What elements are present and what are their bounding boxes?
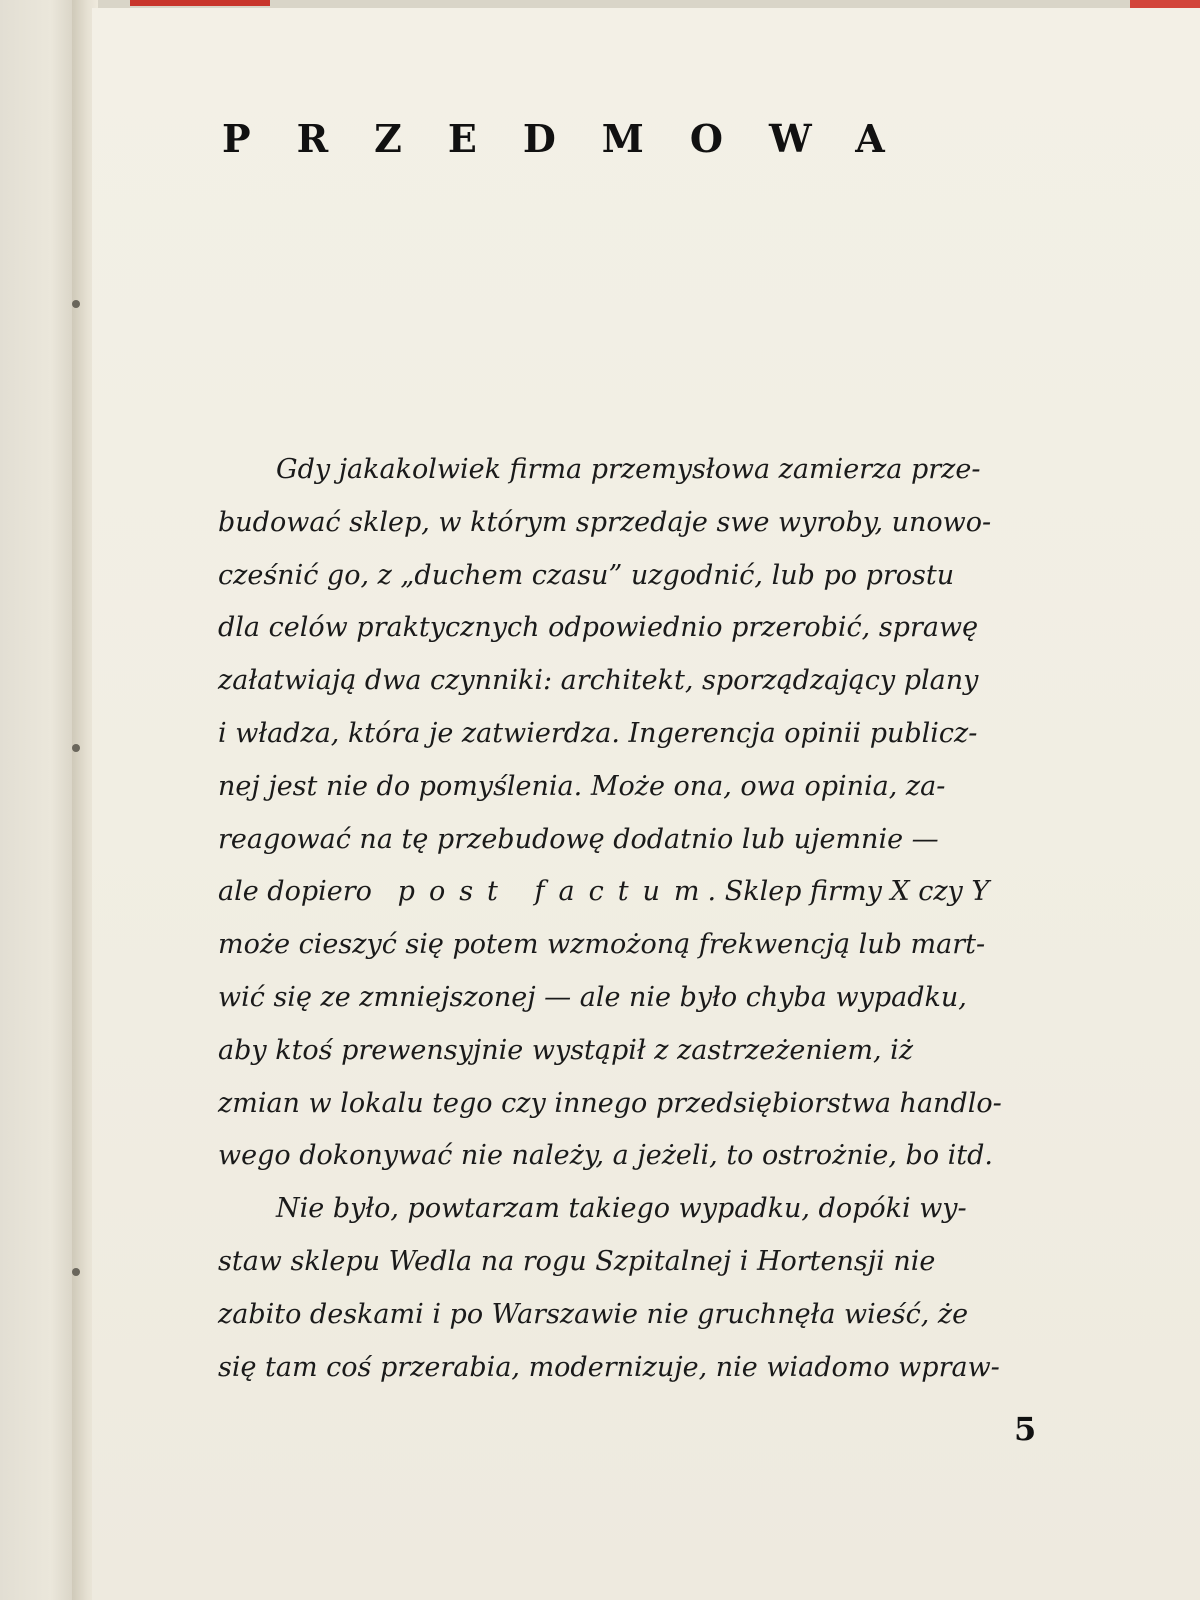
- text-line: staw sklepu Wedla na rogu Szpitalnej i Hortensji nie: [218, 1245, 936, 1277]
- text-line: reagować na tę przebudowę dodatnio lub ujemnie —: [218, 823, 939, 855]
- body-text: [218, 444, 1033, 1394]
- book-page: [92, 8, 1200, 1600]
- cover-edge: [130, 0, 270, 6]
- text-line: zmian w lokalu tego czy innego przedsiębiorstwa handlo-: [218, 1087, 1002, 1119]
- text-line: budować sklep, w którym sprzedaje swe wyroby, unowo-: [218, 506, 992, 538]
- text-line: ale dopiero post factum . Sklep firmy X czy Y: [218, 866, 1033, 919]
- text-line: wego dokonywać nie należy, a jeżeli, to ostrożnie, bo itd.: [218, 1140, 994, 1172]
- page-title: PRZEDMOWA: [222, 116, 931, 161]
- text-line: dla celów praktycznych odpowiednio przerobić, sprawę: [218, 612, 979, 644]
- text-line: i władza, która je zatwierdza. Ingerencja opinii publicz-: [218, 717, 978, 749]
- text-line: cześnić go, z „duchem czasu” uzgodnić, lub po prostu: [218, 559, 955, 591]
- text-line: nej jest nie do pomyślenia. Może ona, owa opinia, za-: [218, 770, 946, 802]
- text-line: wić się ze zmniejszonej — ale nie było chyba wypadku,: [218, 981, 967, 1013]
- spaced-emphasis: post factum: [397, 876, 714, 908]
- page-number: 5: [1014, 1410, 1037, 1448]
- text-line: Nie było, powtarzam takiego wypadku, dopóki wy-: [276, 1193, 967, 1225]
- text-line: załatwiają dwa czynniki: architekt, sporządzający plany: [218, 665, 979, 697]
- text-line: zabito deskami i po Warszawie nie gruchnęła wieść, że: [218, 1298, 969, 1330]
- text-line: może cieszyć się potem wzmożoną frekwencją lub mart-: [218, 929, 986, 961]
- text-line: się tam coś przerabia, modernizuje, nie wiadomo wpraw-: [218, 1351, 1000, 1383]
- binding-stitch: [72, 300, 80, 308]
- text-line: aby ktoś prewensyjnie wystąpił z zastrzeżeniem, iż: [218, 1034, 914, 1066]
- binding-stitch: [72, 1268, 80, 1276]
- binding-stitch: [72, 744, 80, 752]
- text-line: Gdy jakakolwiek firma przemysłowa zamierza prze-: [276, 454, 981, 485]
